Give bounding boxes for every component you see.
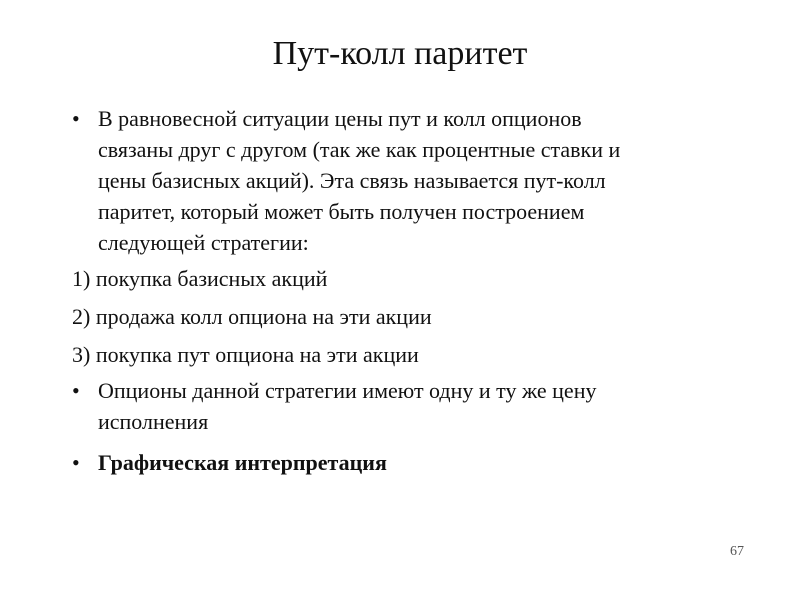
slide-title: Пут-колл паритет: [272, 35, 528, 72]
numbered-item-3: 3) покупка пут опциона на эти акции: [72, 342, 419, 367]
bullet1-line-5: следующей стратегии:: [98, 230, 309, 255]
numbered-item-2: 2) продажа колл опциона на эти акции: [72, 304, 432, 329]
bullet2-line-1: Опционы данной стратегии имеют одну и ту же цену: [98, 378, 597, 403]
bullet2-line-2: исполнения: [98, 409, 209, 434]
bullet-marker: •: [72, 106, 80, 131]
bullet-marker: •: [72, 378, 80, 403]
bullet-marker: •: [72, 450, 80, 475]
bullet1-line-4: паритет, который может быть получен построением: [98, 199, 585, 224]
bullet3-text: Графическая интерпретация: [98, 450, 387, 475]
bullet1-line-1: В равновесной ситуации цены пут и колл опционов: [98, 106, 582, 131]
numbered-item-1: 1) покупка базисных акций: [72, 266, 328, 291]
page-number: 67: [730, 544, 744, 559]
bullet1-line-3: цены базисных акций). Эта связь называется пут-колл: [98, 168, 606, 193]
bullet1-line-2: связаны друг с другом (так же как процентные ставки и: [98, 137, 621, 162]
